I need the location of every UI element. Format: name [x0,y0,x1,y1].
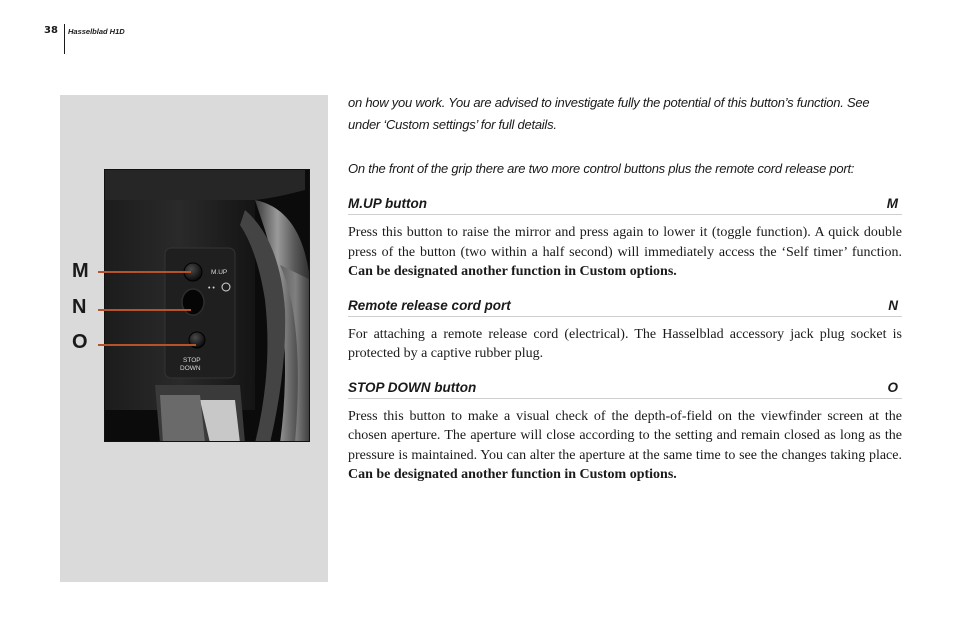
section-emphasis: Can be designated another function in Custom options. [348,467,677,482]
section-marker: M [886,196,898,211]
section-title: Remote release cord port [348,297,511,313]
section-heading [348,298,902,317]
camera-grip-photo [104,169,310,442]
page-number: 38 [44,25,58,36]
section-title: STOP DOWN button [348,379,477,395]
section-heading [348,380,902,399]
section-stop-down-button [348,380,902,485]
section-emphasis: Can be designated another function in Custom options. [348,264,677,279]
callout-line-n [98,309,191,311]
section-marker: O [887,379,898,395]
main-content [348,92,902,485]
section-heading [348,196,902,215]
section-body: For attaching a remote release cord (electrical). The Hasselblad accessory jack plug socket is protected by a captive rubber plug. [348,326,902,361]
section-mup-button [348,196,902,282]
callout-letter-m: M [72,260,89,282]
section-body: Press this button to raise the mirror and press again to lower it (toggle function). A quick double press of the button (two within a half second) will immediately access the ‘Self timer’ function. Can be designated another function in Custom options. [348,225,902,279]
section-body: Press this button to make a visual check of the depth-of-field on the viewfinder screen at the chosen aperture. The aperture will close according to the setting and remain closed as long as the pressure is maintained. You can alter the aperture at the same time to see the changes taking place. Can be designated another function in Custom options. [348,408,902,482]
svg-text:• •: • • [208,285,215,292]
down-label: DOWN [180,365,201,372]
camera-grip-illustration [105,170,310,442]
section-marker: N [888,297,898,313]
callout-letter-o: O [72,331,88,353]
callout-line-o [98,344,196,346]
section-title: M.UP button [348,196,427,211]
header-divider [64,24,65,54]
intro-paragraph-front-grip: On the front of the grip there are two more control buttons plus the remote cord release port: [348,161,855,176]
document-title: Hasselblad H1D [68,27,125,36]
callout-letter-n: N [72,296,87,318]
callout-line-m [98,271,191,273]
stop-label: STOP [183,357,201,364]
mup-label: M.UP [211,269,228,276]
section-remote-release-port [348,298,902,364]
intro-paragraph: on how you work. You are advised to investigate fully the potential of this button’s function. See under ‘Custom settings’ for full details. [348,95,870,132]
figure-panel [60,95,328,582]
